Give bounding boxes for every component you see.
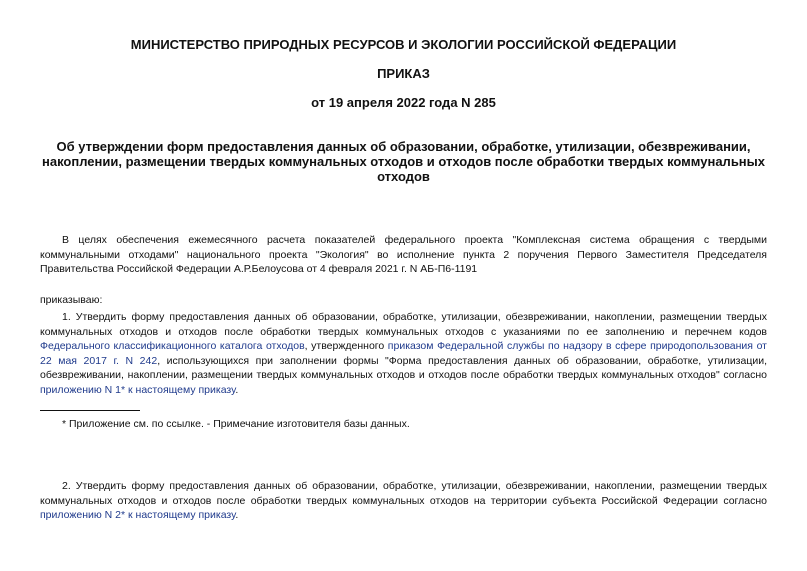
item-1-text-b: , утвержденного — [304, 340, 388, 352]
item-1-text-d: . — [235, 383, 239, 396]
appendix-1-link[interactable]: приложению N 1* к настоящему приказу — [40, 383, 236, 396]
classifier-catalog-link[interactable]: Федерального классификационного каталога отходов — [40, 340, 305, 352]
item-2-text-a: 2. Утвердить форму предоставления данных об образовании, обработке, утилизации, обезвреживании, накоплении, размещении твердых коммунальных отходов и отходов после обработки твердых коммунальных отходов на территории субъекта Российской Федерации согласно — [40, 480, 767, 507]
date-number: от 19 апреля 2022 года N 285 — [311, 95, 496, 110]
order-word: приказываю: — [40, 294, 103, 306]
footnote: * Приложение см. по ссылке. - Примечание изготовителя базы данных. — [62, 418, 410, 430]
ministry-header: МИНИСТЕРСТВО ПРИРОДНЫХ РЕСУРСОВ И ЭКОЛОГИИ РОССИЙСКОЙ ФЕДЕРАЦИИ — [130, 37, 677, 52]
doc-type: ПРИКАЗ — [377, 66, 430, 81]
appendix-2-link[interactable]: приложению N 2* к настоящему приказу — [40, 509, 236, 521]
preamble-paragraph: В целях обеспечения ежемесячного расчета показателей федерального проекта "Комплексная система обращения с твердыми коммунальными отходами" национального проекта "Экология" во исполнение пункта 2 поручения Первого Заместителя Председателя Правительства Российской Федерации А.Р.Белоусова от 4 февраля 2021 г. N АБ-П6-1191 — [40, 234, 767, 275]
footnote-divider — [40, 410, 140, 411]
rosprirodnadzor-order-link[interactable]: приказом Федеральной службы по надзору в сфере природопользования от 22 мая 2017 г. N 242 — [40, 340, 767, 367]
item-1-text-a: 1. Утвердить форму предоставления данных об образовании, обработке, утилизации, обезвреживании, накоплении, размещении твердых коммунальных отходов и отходов после обработки твердых коммунальных отходов с указаниями по ее заполнению и перечнем кодов — [40, 311, 767, 338]
item-2-paragraph — [40, 479, 767, 523]
item-1-paragraph — [40, 310, 767, 397]
page-title: Об утверждении форм предоставления данных об образовании, обработке, утилизации, обезвреживании, накоплении, размещении твердых коммунальных отходов и отходов после обработки твердых коммунальных отходов — [41, 139, 765, 184]
item-1-text-c: , использующихся при заполнении формы "Форма предоставления данных об образовании, обработке, утилизации, обезвреживании, накоплении, размещении твердых коммунальных отходов и отходов после обработки твердых коммунальных отходов" согласно — [40, 354, 768, 381]
item-2-text-b: . — [235, 509, 239, 521]
